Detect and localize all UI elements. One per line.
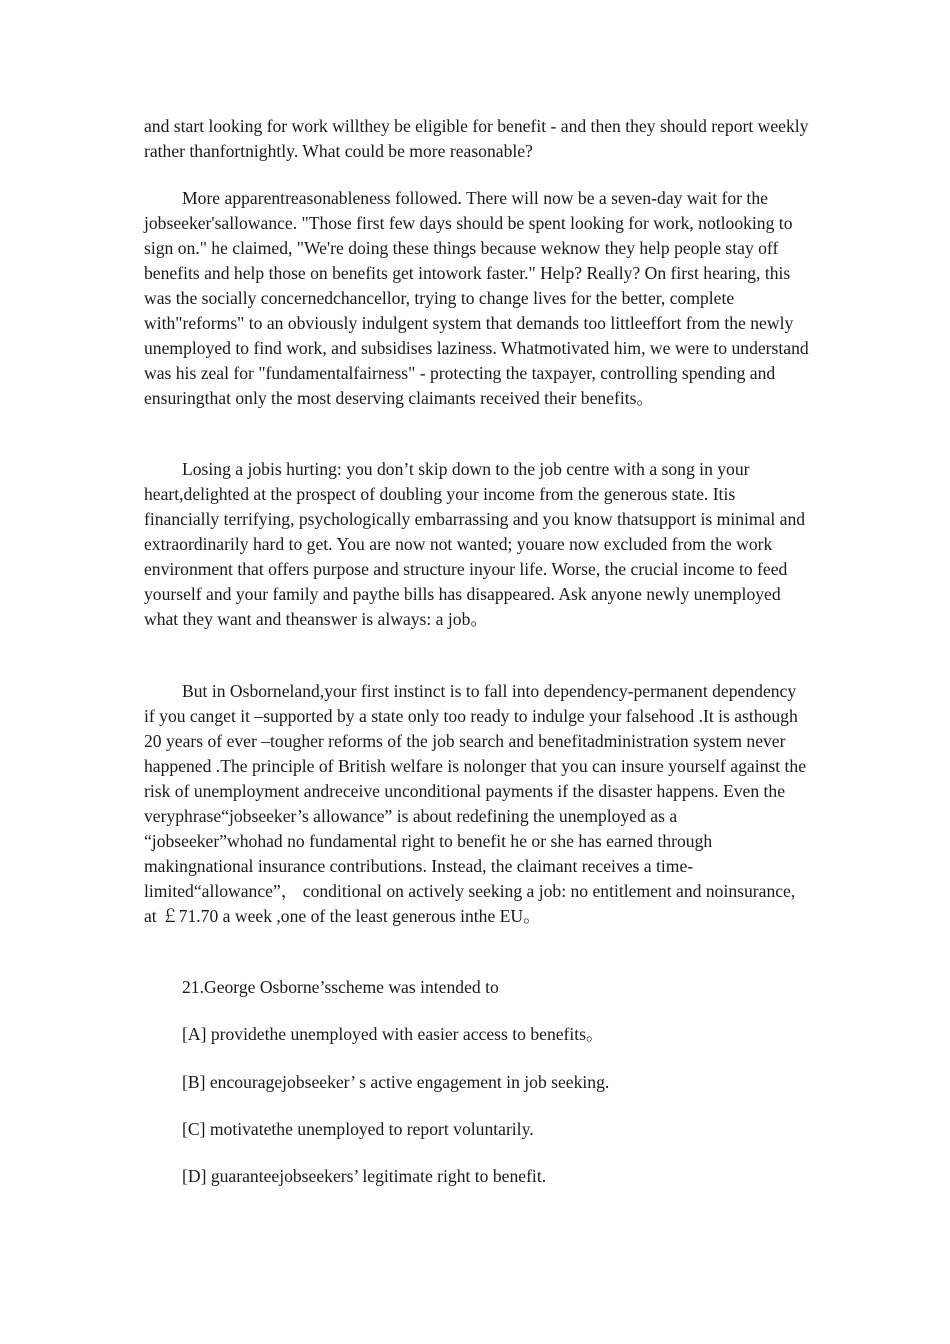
paragraph-losing-job: Losing a jobis hurting: you don’t skip down to the job centre with a song in your heart,delighted at the prospect of doubling your income from the generous state. Itis financially terrifying, psychologically embarrassing and you know thatsupport is minimal and extraordinarily hard to get. You are now not wanted; youare now excluded from the work environment that offers purpose and structure inyour life. Worse, the crucial income to feed yourself and your family and paythe bills has disappeared. Ask anyone newly unemployed what they want and theanswer is always: a job。 <box>144 459 806 629</box>
option-b: [B] encouragejobseeker’ s active engagement in job seeking. <box>182 1072 610 1092</box>
question-stem: 21.George Osborne’sscheme was intended to <box>182 977 499 997</box>
paragraph-reasonableness: More apparentreasonableness followed. There will now be a seven-day wait for the jobseeker'sallowance. "Those first few days should be spent looking for work, notlooking to sign on." he claimed, "We're doing these things because weknow they help people stay off benefits and help those on benefits get intowork faster." Help? Really? On first hearing, this was the socially concernedchancellor, trying to change lives for the better, complete with"reforms" to an obviously indulgent system that demands too littleeffort from the newly unemployed to find work, and subsidises laziness. Whatmotivated him, we were to understand was his zeal for "fundamentalfairness" - protecting the taxpayer, controlling spending and ensuringthat only the most deserving claimants received their benefits。 <box>144 188 809 408</box>
paragraph-opening: and start looking for work willthey be eligible for benefit - and then they should report weekly rather thanfortnightly. What could be more reasonable? <box>144 116 809 161</box>
option-d: [D] guaranteejobseekers’ legitimate right to benefit. <box>182 1166 547 1186</box>
option-c: [C] motivatethe unemployed to report voluntarily. <box>182 1119 534 1139</box>
option-a: [A] providethe unemployed with easier access to benefits。 <box>182 1024 604 1044</box>
paragraph-osborneland: But in Osborneland,your first instinct is to fall into dependency-permanent dependency if you canget it –supported by a state only too ready to indulge your falsehood .It is asthough 20 years of ever –tougher reforms of the job search and benefitadministration system never happened .The principle of British welfare is nolonger that you can insure yourself against the risk of unemployment andreceive unconditional payments if the disaster happens. Even the veryphrase“jobseeker’s allowance” is about redefining the unemployed as a “jobseeker”whohad no fundamental right to benefit he or she has earned through makingnational insurance contributions. Instead, the claimant receives a time-limited“allowance”， conditional on actively seeking a job: no entitlement and noinsurance, at ￡71.70 a week ,one of the least generous inthe EU。 <box>144 681 807 926</box>
